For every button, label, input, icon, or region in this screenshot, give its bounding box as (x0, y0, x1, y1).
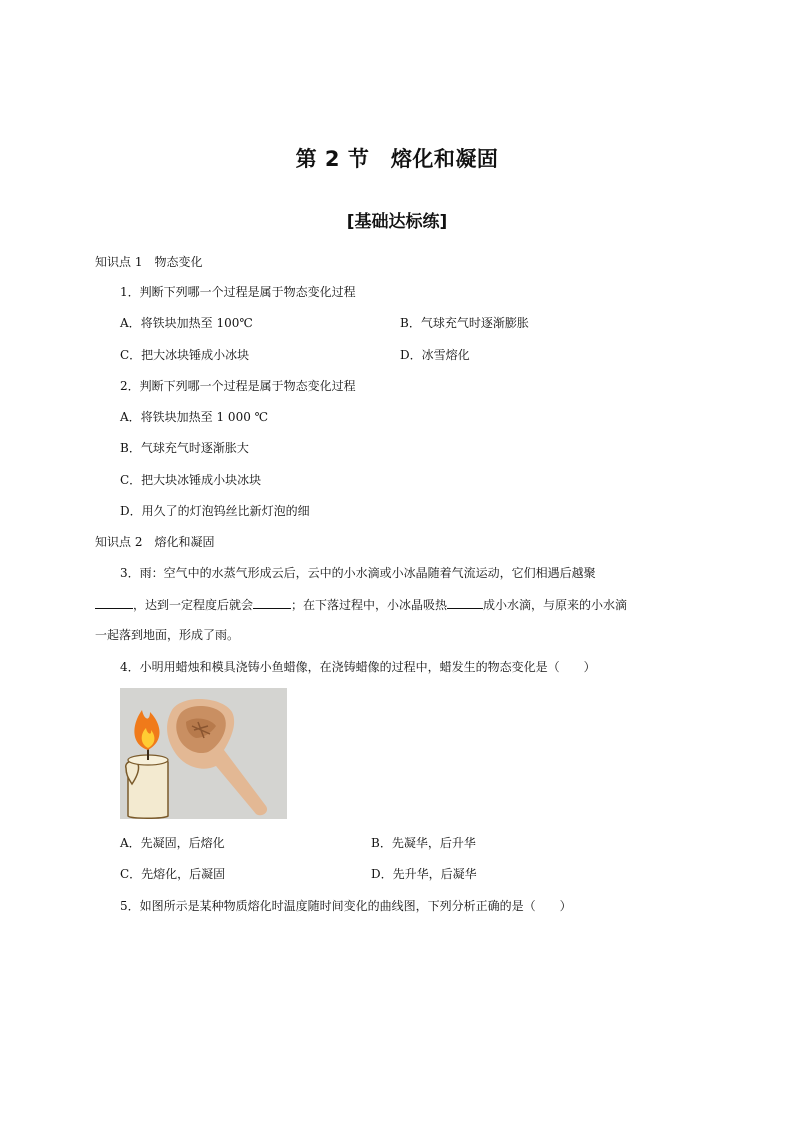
question-4-option-d: D．先升华，后凝华 (371, 867, 477, 881)
question-3-text-4: 成小水滴，与原来的小水滴 (483, 598, 628, 612)
question-3-line-1: 3．雨：空气中的水蒸气形成云后，云中的小水滴或小冰晶随着气流运动，它们相遇后越聚 (120, 566, 596, 580)
question-1-stem: 1．判断下列哪一个过程是属于物态变化过程 (120, 285, 356, 299)
knowledge-point-2-heading: 知识点 2 熔化和凝固 (95, 535, 215, 549)
question-4-option-b: B．先凝华，后升华 (371, 836, 476, 850)
candle (126, 748, 168, 818)
question-3-text-2: ，达到一定程度后就会 (133, 598, 254, 612)
question-4-option-c: C．先熔化，后凝固 (120, 867, 226, 881)
candle-mold-figure (120, 688, 287, 819)
question-1-option-d: D．冰雪熔化 (400, 348, 470, 362)
question-3-text-3: ；在下落过程中，小冰晶吸热 (291, 598, 448, 612)
question-1-option-c: C．把大冰块锤成小冰块 (120, 348, 250, 362)
answer-blank[interactable] (95, 596, 133, 609)
candle-mold-illustration (120, 688, 287, 819)
question-1-option-a: A．将铁块加热至 100℃ (120, 316, 253, 330)
question-3-line-3: 一起落到地面，形成了雨。 (95, 628, 240, 642)
question-5-stem: 5．如图所示是某种物质熔化时温度随时间变化的曲线图，下列分析正确的是（ ） (120, 899, 572, 913)
question-2-option-d: D．用久了的灯泡钨丝比新灯泡的细 (120, 504, 310, 518)
knowledge-point-1-heading: 知识点 1 物态变化 (95, 255, 203, 269)
question-4-stem: 4．小明用蜡烛和模具浇铸小鱼蜡像，在浇铸蜡像的过程中，蜡发生的物态变化是（ ） (120, 660, 596, 674)
question-4-option-a: A．先凝固，后熔化 (120, 836, 225, 850)
question-2-option-b: B．气球充气时逐渐胀大 (120, 441, 249, 455)
answer-blank[interactable] (447, 596, 483, 609)
section-subtitle: [基础达标练] (346, 212, 448, 232)
question-3-line-2 (95, 596, 627, 613)
answer-blank[interactable] (253, 596, 291, 609)
page-title: 第 2 节 熔化和凝固 (295, 147, 499, 171)
question-2-option-a: A．将铁块加热至 1 000 ℃ (120, 410, 269, 424)
question-1-option-b: B．气球充气时逐渐膨胀 (400, 316, 529, 330)
question-2-stem: 2．判断下列哪一个过程是属于物态变化过程 (120, 379, 356, 393)
question-2-option-c: C．把大块冰锤成小块冰块 (120, 473, 262, 487)
